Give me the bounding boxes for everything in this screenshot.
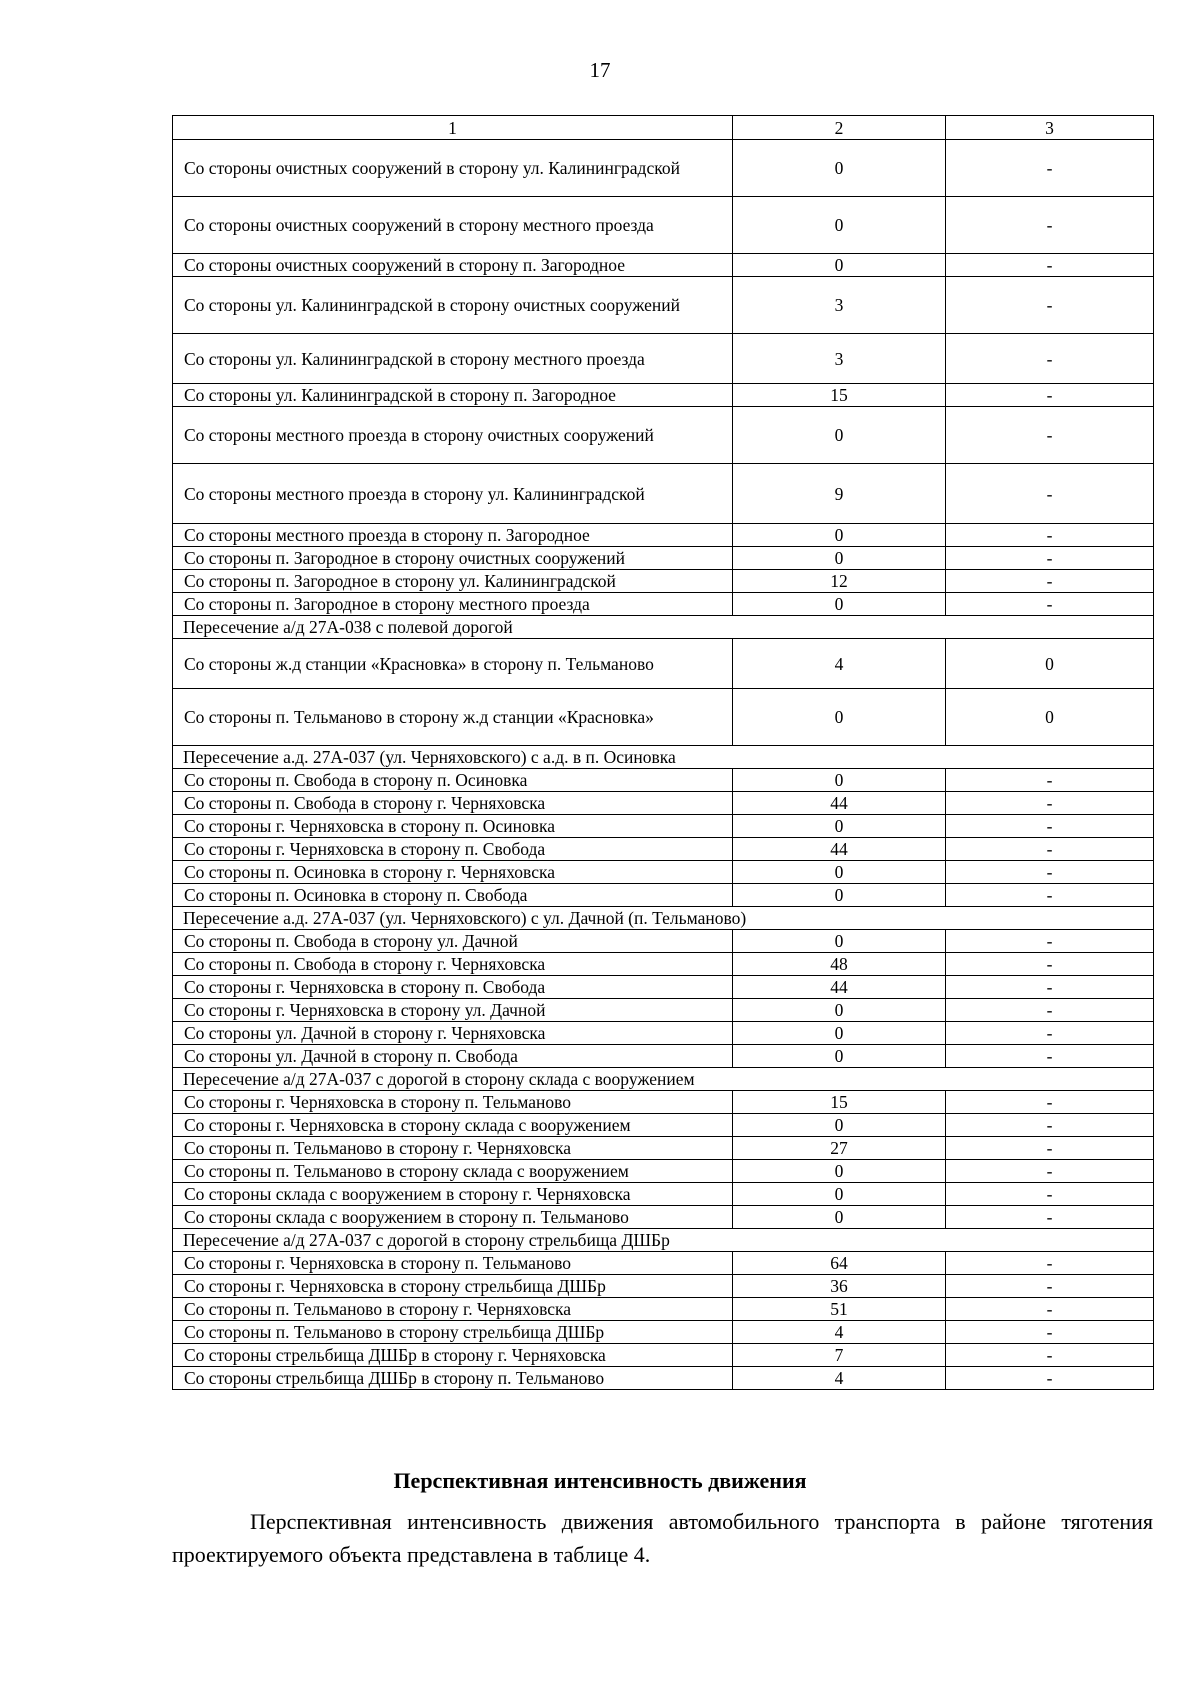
value-col-2: 51 [733, 1298, 946, 1321]
direction-label: Со стороны п. Загородное в сторону очистных сооружений [173, 547, 733, 570]
table-row [173, 1344, 1154, 1367]
direction-label: Со стороны п. Свобода в сторону п. Осиновка [173, 769, 733, 792]
table-row [173, 999, 1154, 1022]
column-header-3: 3 [946, 116, 1154, 140]
table-row [173, 524, 1154, 547]
value-col-3: - [946, 1022, 1154, 1045]
direction-label: Со стороны очистных сооружений в сторону ул. Калининградской [173, 140, 733, 197]
value-col-2: 0 [733, 524, 946, 547]
table-row [173, 1160, 1154, 1183]
value-col-2: 4 [733, 639, 946, 689]
table-row [173, 689, 1154, 746]
value-col-3: - [946, 254, 1154, 277]
table-row [173, 1321, 1154, 1344]
direction-label: Со стороны п. Тельманово в сторону г. Черняховска [173, 1137, 733, 1160]
table-row [173, 1091, 1154, 1114]
table-row [173, 277, 1154, 334]
value-col-2: 44 [733, 976, 946, 999]
value-col-3: - [946, 570, 1154, 593]
direction-label: Со стороны ж.д станции «Красновка» в сторону п. Тельманово [173, 639, 733, 689]
section-label: Пересечение а.д. 27А-037 (ул. Черняховского) с а.д. в п. Осиновка [173, 746, 1154, 769]
value-col-2: 4 [733, 1367, 946, 1390]
value-col-2: 27 [733, 1137, 946, 1160]
value-col-2: 0 [733, 547, 946, 570]
table-row [173, 1114, 1154, 1137]
value-col-3: - [946, 384, 1154, 407]
value-col-2: 0 [733, 407, 946, 464]
direction-label: Со стороны п. Свобода в сторону г. Черняховска [173, 792, 733, 815]
value-col-3: - [946, 838, 1154, 861]
value-col-2: 0 [733, 769, 946, 792]
section-heading: Перспективная интенсивность движения [393, 1468, 807, 1493]
traffic-intensity-table [172, 115, 1154, 1390]
direction-label: Со стороны очистных сооружений в сторону п. Загородное [173, 254, 733, 277]
value-col-3: - [946, 1298, 1154, 1321]
value-col-3: - [946, 1114, 1154, 1137]
table-row [173, 140, 1154, 197]
section-label: Пересечение а/д 27А-038 с полевой дорогой [173, 616, 1154, 639]
table-row [173, 384, 1154, 407]
value-col-3: - [946, 999, 1154, 1022]
direction-label: Со стороны склада с вооружением в сторону п. Тельманово [173, 1206, 733, 1229]
value-col-3: 0 [946, 639, 1154, 689]
value-col-3: - [946, 1091, 1154, 1114]
value-col-3: - [946, 547, 1154, 570]
value-col-2: 7 [733, 1344, 946, 1367]
table-row [173, 1137, 1154, 1160]
value-col-2: 0 [733, 254, 946, 277]
direction-label: Со стороны ул. Калининградской в сторону очистных сооружений [173, 277, 733, 334]
table-row [173, 593, 1154, 616]
direction-label: Со стороны г. Черняховска в сторону ул. Дачной [173, 999, 733, 1022]
page-number: 17 [589, 58, 611, 82]
table-section-row [173, 1068, 1154, 1091]
value-col-2: 0 [733, 884, 946, 907]
table-row [173, 1252, 1154, 1275]
direction-label: Со стороны п. Тельманово в сторону г. Черняховска [173, 1298, 733, 1321]
direction-label: Со стороны местного проезда в сторону очистных сооружений [173, 407, 733, 464]
value-col-3: - [946, 1367, 1154, 1390]
table-row [173, 254, 1154, 277]
body-paragraph: Перспективная интенсивность движения автомобильного транспорта в районе тяготения проектируемого объекта представлена в таблице 4. [172, 1509, 1153, 1567]
table-section-row [173, 1229, 1154, 1252]
value-col-2: 44 [733, 792, 946, 815]
table-row [173, 769, 1154, 792]
direction-label: Со стороны местного проезда в сторону ул. Калининградской [173, 464, 733, 524]
value-col-3: - [946, 1206, 1154, 1229]
direction-label: Со стороны ул. Дачной в сторону п. Свобода [173, 1045, 733, 1068]
direction-label: Со стороны г. Черняховска в сторону п. Свобода [173, 976, 733, 999]
direction-label: Со стороны ул. Калининградской в сторону местного проезда [173, 334, 733, 384]
value-col-2: 0 [733, 197, 946, 254]
direction-label: Со стороны г. Черняховска в сторону п. Тельманово [173, 1252, 733, 1275]
table-row [173, 1367, 1154, 1390]
column-header-1: 1 [173, 116, 733, 140]
value-col-3: 0 [946, 689, 1154, 746]
value-col-2: 36 [733, 1275, 946, 1298]
value-col-3: - [946, 953, 1154, 976]
value-col-3: - [946, 815, 1154, 838]
column-header-2: 2 [733, 116, 946, 140]
value-col-3: - [946, 1183, 1154, 1206]
value-col-2: 48 [733, 953, 946, 976]
section-label: Пересечение а/д 27А-037 с дорогой в сторону стрельбища ДШБр [173, 1229, 1154, 1252]
table-row [173, 407, 1154, 464]
direction-label: Со стороны п. Свобода в сторону ул. Дачной [173, 930, 733, 953]
table-section-row [173, 616, 1154, 639]
value-col-2: 0 [733, 689, 946, 746]
value-col-3: - [946, 524, 1154, 547]
value-col-2: 0 [733, 861, 946, 884]
table-row [173, 570, 1154, 593]
value-col-2: 0 [733, 140, 946, 197]
direction-label: Со стороны г. Черняховска в сторону п. Тельманово [173, 1091, 733, 1114]
section-label: Пересечение а/д 27А-037 с дорогой в сторону склада с вооружением [173, 1068, 1154, 1091]
section-label: Пересечение а.д. 27А-037 (ул. Черняховского) с ул. Дачной (п. Тельманово) [173, 907, 1154, 930]
direction-label: Со стороны склада с вооружением в сторону г. Черняховска [173, 1183, 733, 1206]
direction-label: Со стороны п. Осиновка в сторону г. Черняховска [173, 861, 733, 884]
value-col-3: - [946, 1344, 1154, 1367]
direction-label: Со стороны п. Свобода в сторону г. Черняховска [173, 953, 733, 976]
table-section-row [173, 907, 1154, 930]
direction-label: Со стороны п. Тельманово в сторону склада с вооружением [173, 1160, 733, 1183]
value-col-3: - [946, 1160, 1154, 1183]
value-col-3: - [946, 976, 1154, 999]
table-row [173, 930, 1154, 953]
value-col-2: 15 [733, 384, 946, 407]
value-col-2: 15 [733, 1091, 946, 1114]
direction-label: Со стороны г. Черняховска в сторону п. Осиновка [173, 815, 733, 838]
value-col-2: 0 [733, 1045, 946, 1068]
value-col-3: - [946, 593, 1154, 616]
direction-label: Со стороны г. Черняховска в сторону п. Свобода [173, 838, 733, 861]
value-col-3: - [946, 1137, 1154, 1160]
value-col-2: 64 [733, 1252, 946, 1275]
table-row [173, 1298, 1154, 1321]
table-row [173, 639, 1154, 689]
value-col-3: - [946, 140, 1154, 197]
direction-label: Со стороны г. Черняховска в сторону стрельбища ДШБр [173, 1275, 733, 1298]
value-col-2: 0 [733, 1160, 946, 1183]
value-col-2: 0 [733, 1022, 946, 1045]
value-col-3: - [946, 792, 1154, 815]
direction-label: Со стороны п. Тельманово в сторону ж.д станции «Красновка» [173, 689, 733, 746]
direction-label: Со стороны очистных сооружений в сторону местного проезда [173, 197, 733, 254]
table-row [173, 1275, 1154, 1298]
value-col-3: - [946, 769, 1154, 792]
value-col-2: 0 [733, 1183, 946, 1206]
direction-label: Со стороны ул. Дачной в сторону г. Черняховска [173, 1022, 733, 1045]
table-row [173, 464, 1154, 524]
direction-label: Со стороны стрельбища ДШБр в сторону г. Черняховска [173, 1344, 733, 1367]
direction-label: Со стороны местного проезда в сторону п. Загородное [173, 524, 733, 547]
value-col-2: 0 [733, 1114, 946, 1137]
value-col-2: 0 [733, 999, 946, 1022]
value-col-3: - [946, 407, 1154, 464]
table-row [173, 1022, 1154, 1045]
table-row [173, 1045, 1154, 1068]
direction-label: Со стороны п. Загородное в сторону ул. Калининградской [173, 570, 733, 593]
value-col-3: - [946, 464, 1154, 524]
table-row [173, 1183, 1154, 1206]
direction-label: Со стороны п. Загородное в сторону местного проезда [173, 593, 733, 616]
table-row [173, 976, 1154, 999]
table-row [173, 334, 1154, 384]
value-col-3: - [946, 1045, 1154, 1068]
value-col-3: - [946, 197, 1154, 254]
value-col-2: 0 [733, 815, 946, 838]
value-col-2: 0 [733, 930, 946, 953]
value-col-3: - [946, 861, 1154, 884]
value-col-2: 3 [733, 334, 946, 384]
value-col-3: - [946, 1321, 1154, 1344]
table-row [173, 792, 1154, 815]
value-col-2: 3 [733, 277, 946, 334]
table-section-row [173, 746, 1154, 769]
value-col-3: - [946, 1275, 1154, 1298]
direction-label: Со стороны п. Тельманово в сторону стрельбища ДШБр [173, 1321, 733, 1344]
value-col-3: - [946, 334, 1154, 384]
direction-label: Со стороны г. Черняховска в сторону склада с вооружением [173, 1114, 733, 1137]
table-row [173, 884, 1154, 907]
direction-label: Со стороны стрельбища ДШБр в сторону п. Тельманово [173, 1367, 733, 1390]
table-row [173, 861, 1154, 884]
value-col-2: 0 [733, 593, 946, 616]
value-col-2: 44 [733, 838, 946, 861]
value-col-3: - [946, 884, 1154, 907]
direction-label: Со стороны ул. Калининградской в сторону п. Загородное [173, 384, 733, 407]
value-col-2: 9 [733, 464, 946, 524]
table-row [173, 547, 1154, 570]
table-row [173, 838, 1154, 861]
value-col-3: - [946, 1252, 1154, 1275]
value-col-3: - [946, 277, 1154, 334]
direction-label: Со стороны п. Осиновка в сторону п. Свобода [173, 884, 733, 907]
table-row [173, 1206, 1154, 1229]
value-col-2: 4 [733, 1321, 946, 1344]
table-header-row [173, 116, 1154, 140]
value-col-2: 0 [733, 1206, 946, 1229]
table-row [173, 197, 1154, 254]
value-col-2: 12 [733, 570, 946, 593]
value-col-3: - [946, 930, 1154, 953]
table-row [173, 815, 1154, 838]
table-row [173, 953, 1154, 976]
